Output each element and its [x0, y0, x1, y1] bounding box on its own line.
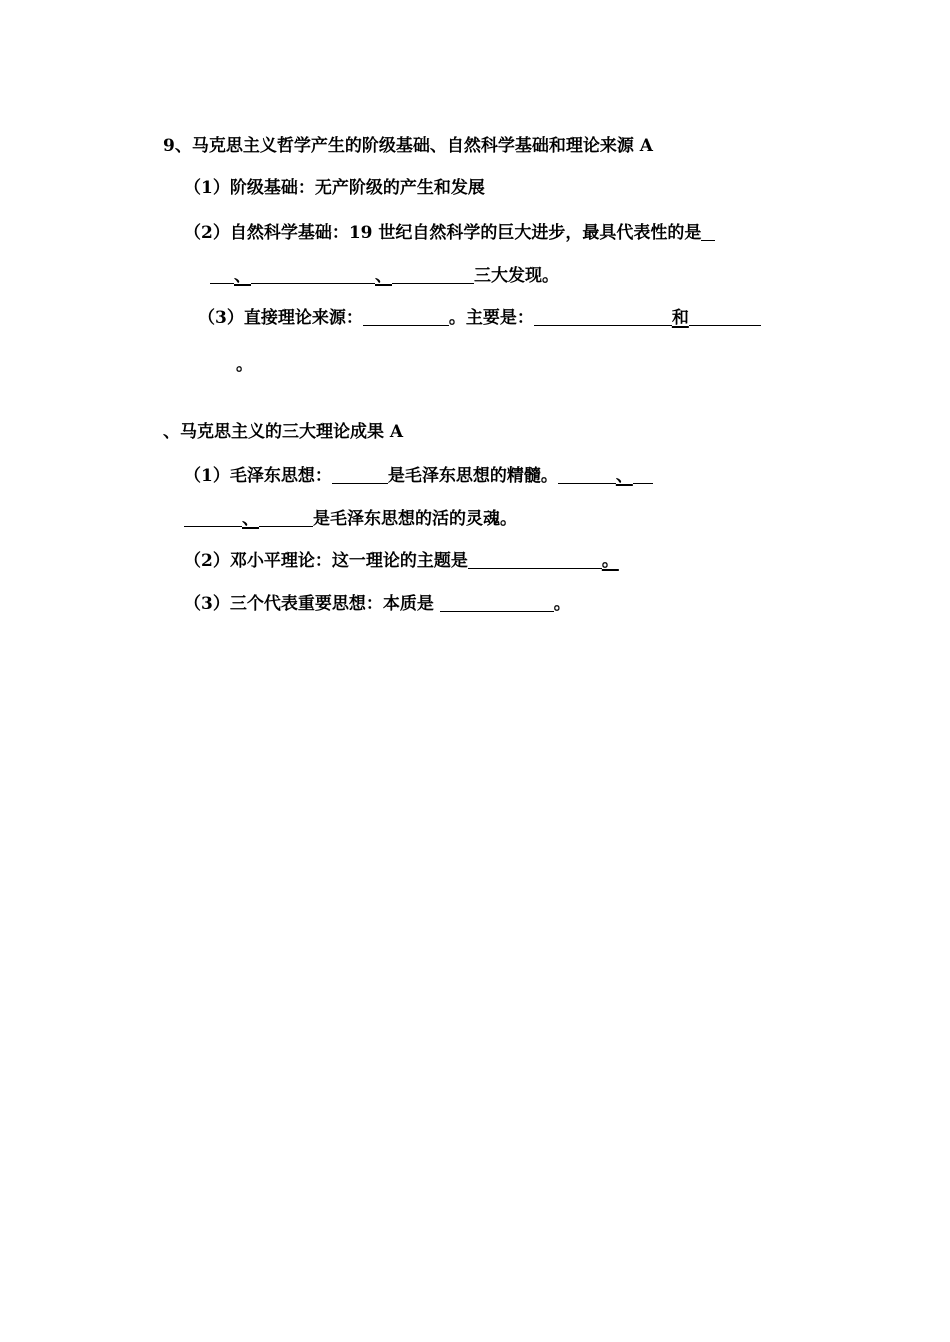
item-2-end: 。: [601, 551, 619, 571]
blank-field[interactable]: [440, 594, 554, 612]
blank-field[interactable]: [689, 308, 761, 326]
blank-field[interactable]: [251, 266, 375, 284]
blank-field[interactable]: [468, 551, 602, 569]
item-3-end: 。: [553, 594, 571, 614]
section-9-item-3-end: 。: [236, 355, 253, 375]
section-10-item-2: [184, 548, 619, 572]
blank-field[interactable]: [701, 223, 715, 241]
section-9-item-1: （1）阶级基础：无产阶级的产生和发展: [184, 178, 485, 198]
separator: 、: [234, 266, 251, 286]
item-2-suffix: 三大发现。: [474, 266, 559, 286]
blank-field[interactable]: [633, 466, 653, 484]
item-3-prefix: （3）直接理论来源：: [198, 308, 363, 328]
item-1-prefix: （1）毛泽东思想：: [184, 466, 332, 486]
blank-field[interactable]: [259, 509, 313, 527]
blank-field[interactable]: [363, 308, 449, 326]
blank-field[interactable]: [210, 266, 234, 284]
section-9-item-3: [198, 305, 761, 329]
item-2-prefix: （2）邓小平理论：这一理论的主题是: [184, 551, 468, 571]
separator: 、: [375, 266, 392, 286]
separator: 、: [615, 466, 633, 486]
item-1-suffix: 是毛泽东思想的活的灵魂。: [313, 509, 517, 529]
and-word: 和: [671, 308, 689, 328]
blank-field[interactable]: [534, 308, 672, 326]
item-2-prefix: （2）自然科学基础：19 世纪自然科学的巨大进步，最具代表性的是: [184, 223, 702, 243]
section-10-item-1: [184, 463, 653, 487]
section-9-item-2: [184, 220, 715, 244]
section-10-title: 、马克思主义的三大理论成果 A: [163, 422, 404, 442]
section-9-item-2-cont: [210, 263, 559, 287]
blank-field[interactable]: [332, 466, 388, 484]
separator: 、: [242, 509, 259, 529]
blank-field[interactable]: [184, 509, 242, 527]
blank-field[interactable]: [558, 466, 616, 484]
blank-field[interactable]: [392, 266, 474, 284]
section-10-item-1-cont: [184, 506, 517, 530]
section-9-title: 9、马克思主义哲学产生的阶级基础、自然科学基础和理论来源 A: [163, 136, 653, 156]
item-3-mid: 。主要是：: [448, 308, 534, 328]
item-1-mid: 是毛泽东思想的精髓。: [387, 466, 558, 486]
section-10-item-3: [184, 591, 571, 615]
item-3-prefix: （3）三个代表重要思想：本质是: [184, 594, 440, 614]
